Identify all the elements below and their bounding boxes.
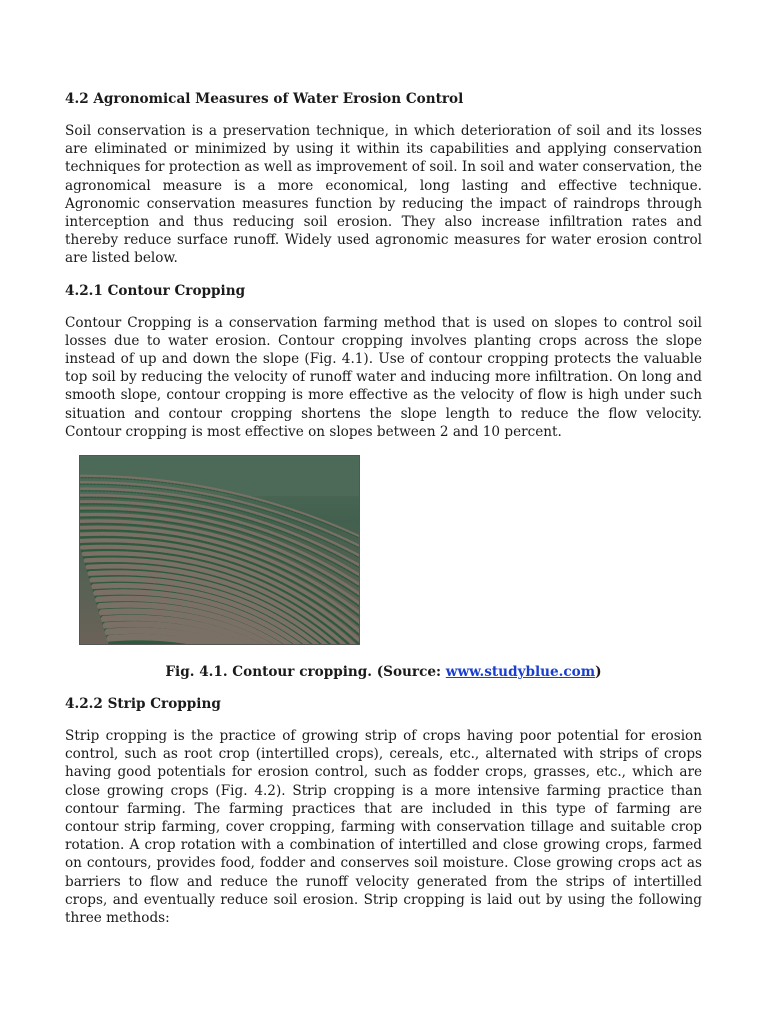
section-4-2-1-heading: 4.2.1 Contour Cropping [65,282,246,299]
section-4-2-1-paragraph: Contour Cropping is a conservation farming method that is used on slopes to control soil losses due to water erosion. Contour cropping involves planting crops across the slope instead of up and down the slope (Fig. 4.1). Use of contour cropping protects the valuable top soil by reducing the velocity of runoff water and inducing more infiltration. On long and smooth slope, contour cropping is more effective as the velocity of flow is high under such situation and contour cropping shortens the slope length to reduce the flow velocity. Contour cropping is most effective on slopes between 2 and 10 percent. [65,314,702,440]
document-page [65,90,702,941]
section-4-2-paragraph: Soil conservation is a preservation technique, in which deterioration of soil and its losses are eliminated or minimized by using it within its capabilities and applying conservation techniques for protection as well as improvement of soil. In soil and water conservation, the agronomical measure is a more economical, long lasting and effective technique. Agronomic conservation measures function by reducing the impact of raindrops through interception and thus reducing soil erosion. They also increase infiltration rates and thereby reduce surface runoff. Widely used agronomic measures for water erosion control are listed below. [65,123,702,267]
section-4-2-heading: 4.2 Agronomical Measures of Water Erosion Control [65,91,464,107]
source-link[interactable]: www.studyblue.com [445,664,596,681]
caption-suffix: ) [595,664,602,681]
contour-field-illustration [80,456,359,644]
caption-prefix: Fig. 4.1. Contour cropping. (Source: [165,664,446,681]
figure-4-1-caption [65,663,702,681]
section-4-2-2-paragraph: Strip cropping is the practice of growing strip of crops having poor potential for erosion control, such as root crop (intertilled crops), cereals, etc., alternated with strips of crops having good potentials for erosion control, such as fodder crops, grasses, etc., which are close growing crops (Fig. 4.2). Strip cropping is a more intensive farming practice than contour farming. The farming practices that are included in this type of farming are contour strip farming, cover cropping, farming with conservation tillage and suitable crop rotation. A crop rotation with a combination of intertilled and close growing crops, farmed on contours, provides food, fodder and conserves soil moisture. Close growing crops act as barriers to flow and reduce the runoff velocity generated from the strips of intertilled crops, and eventually reduce soil erosion. Strip cropping is laid out by using the following three methods: [65,728,702,927]
section-4-2-2-heading: 4.2.2 Strip Cropping [65,696,221,713]
contour-cropping-photo [79,455,360,645]
